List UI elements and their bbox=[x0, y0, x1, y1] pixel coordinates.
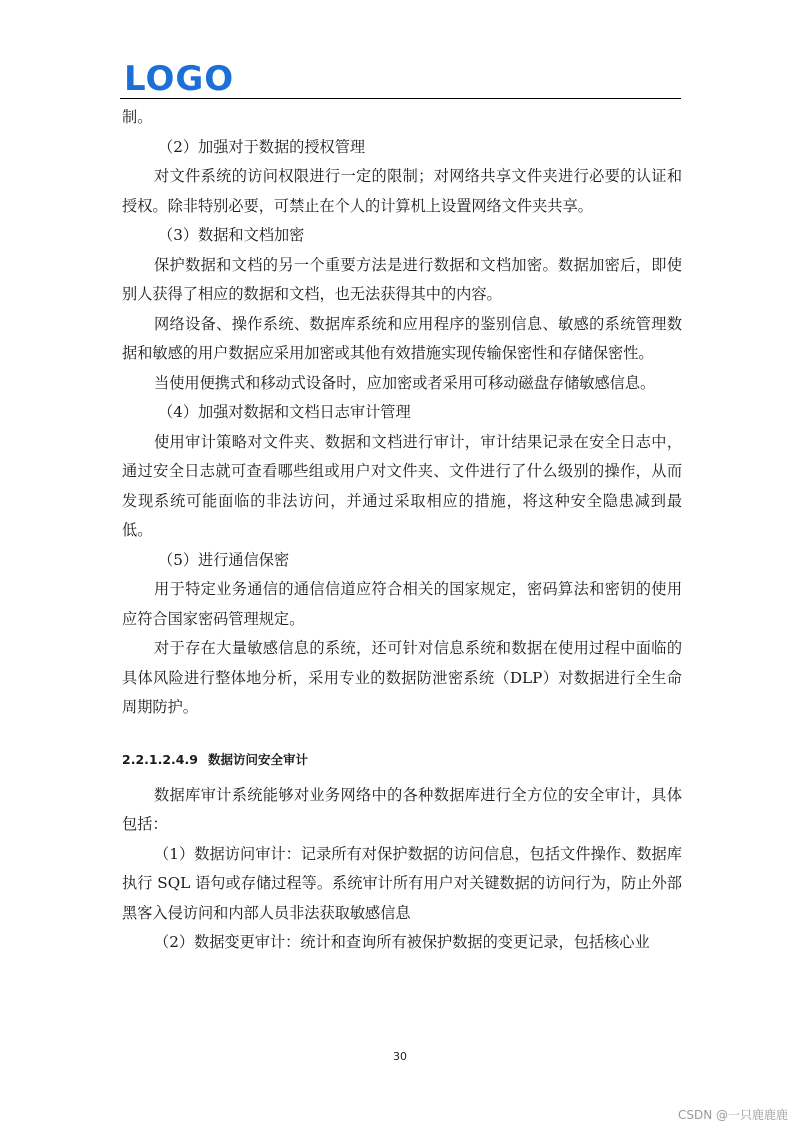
watermark: CSDN @一只鹿鹿鹿 bbox=[677, 1108, 788, 1122]
paragraph: （1）数据访问审计：记录所有对保护数据的访问信息，包括文件操作、数据库执行 SQL 语句或存储过程等。系统审计所有用户对关键数据的访问行为，防止外部黑客入侵访问和内部人员非法获取敏感信息 bbox=[122, 844, 682, 922]
paragraph: （2）数据变更审计：统计和查询所有被保护数据的变更记录，包括核心业 bbox=[154, 933, 650, 951]
list-heading: （4）加强对数据和文档日志审计管理 bbox=[158, 403, 411, 421]
paragraph: 使用审计策略对文件夹、数据和文档进行审计，审计结果记录在安全日志中，通过安全日志就可查看哪些组或用户对文件夹、文件进行了什么级别的操作，从而发现系统可能面临的非法访问，并通过采取相应的措施，将这种安全隐患减到最低。 bbox=[122, 432, 682, 539]
paragraph: 当使用便携式和移动式设备时，应加密或者采用可移动磁盘存储敏感信息。 bbox=[154, 373, 656, 392]
list-heading: （3）数据和文档加密 bbox=[158, 226, 305, 244]
paragraph: 保护数据和文档的另一个重要方法是进行数据和文档加密。数据加密后，即使别人获得了相应的数据和文档，也无法获得其中的内容。 bbox=[122, 255, 682, 303]
list-heading: （5）进行通信保密 bbox=[158, 550, 290, 569]
paragraph: 用于特定业务通信的通信信道应符合相关的国家规定，密码算法和密钥的使用应符合国家密码管理规定。 bbox=[122, 580, 682, 628]
paragraph: 数据库审计系统能够对业务网络中的各种数据库进行全方位的安全审计，具体包括： bbox=[122, 785, 682, 833]
page-number: 30 bbox=[393, 1050, 407, 1063]
document-body bbox=[122, 103, 682, 958]
paragraph: 对文件系统的访问权限进行一定的限制；对网络共享文件夹进行必要的认证和授权。除非特别必要，可禁止在个人的计算机上设置网络文件夹共享。 bbox=[122, 167, 682, 215]
paragraph: 制。 bbox=[122, 108, 153, 126]
paragraph: 对于存在大量敏感信息的系统，还可针对信息系统和数据在使用过程中面临的具体风险进行整体地分析，采用专业的数据防泄密系统（DLP）对数据进行全生命周期防护。 bbox=[122, 639, 682, 716]
section-heading bbox=[122, 750, 682, 770]
paragraph: 网络设备、操作系统、数据库系统和应用程序的鉴别信息、敏感的系统管理数据和敏感的用户数据应采用加密或其他有效措施实现传输保密性和存储保密性。 bbox=[122, 314, 682, 362]
logo: LOGO bbox=[124, 59, 235, 99]
list-heading: （2）加强对于数据的授权管理 bbox=[158, 137, 366, 156]
header-divider bbox=[120, 98, 681, 99]
section-number: 2.2.1.2.4.9 bbox=[122, 751, 198, 767]
section-title: 数据访问安全审计 bbox=[208, 751, 309, 767]
